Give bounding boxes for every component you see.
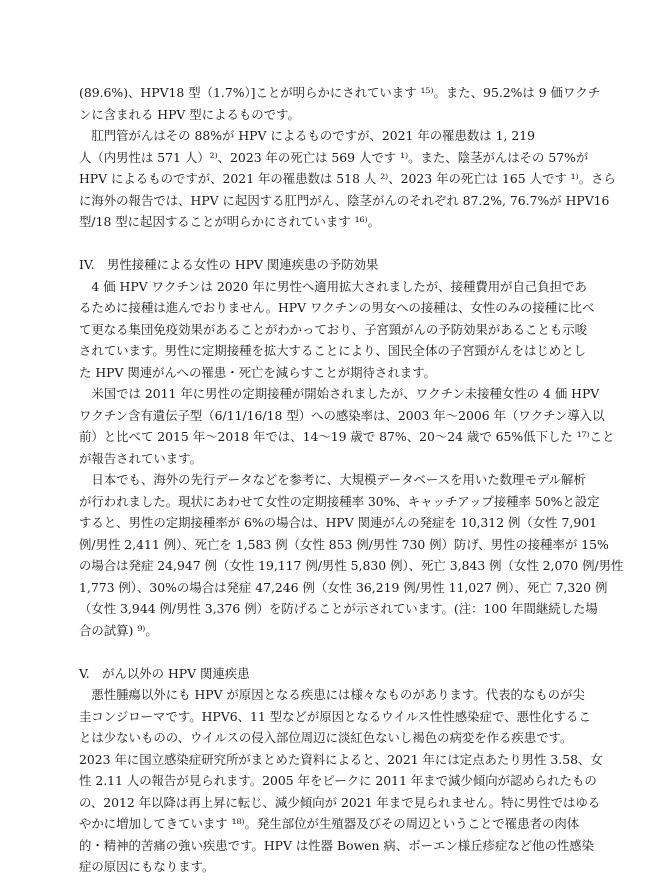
text-line: 症の原因にもなります。 xyxy=(79,859,215,874)
text-line: が行われました。現状にあわせて女性の定期接種率 30%、キャッチアップ接種率 50%と設定 xyxy=(79,493,600,509)
text-line: 例/男性 2,411 例）、死亡を 1,583 例（女性 853 例/男性 730 例）防げ、男性の接種率が 15% xyxy=(79,536,609,552)
section-v-paragraph-1 xyxy=(79,684,603,878)
text-line: とは少ないものの、ウイルスの侵入部位周辺に淡紅色ないし褐色の病変を作る疾患です。 xyxy=(79,730,573,745)
text-line: ンに含まれる HPV 型によるものです。 xyxy=(79,106,300,122)
text-line: （女性 3,944 例/男性 3,376 例）を防げることが示されています。(注：100 年間継続した場 xyxy=(79,601,598,616)
text-line: て更なる集団免疫効果があることがわかっており、子宮頸がんの予防効果があることも示唆 xyxy=(79,321,588,337)
text-line: 的・精神的苦痛の強い疾患です。HPV は性器 Bowen 病、ボーエン様丘疹症など他の性感染 xyxy=(79,837,595,853)
text-line: の場合は発症 24,947 例（女性 19,117 例/男性 5,830 例）、死亡 3,843 例（女性 2,070 例/男性 xyxy=(79,558,624,573)
text-line: (89.6%)、HPV18 型（1.7%）]ことが明らかにされています ¹⁵⁾。また、95.2%は 9 価ワクチ xyxy=(79,85,601,100)
text-line: るために接種は進んでおりません。HPV ワクチンの男女への接種は、女性のみの接種に比べ xyxy=(79,300,595,315)
section-iv-paragraph-2 xyxy=(79,383,615,469)
text-line: の、2012 年以降は再上昇に転じ、減少傾向が 2021 年まで見られません。特に男性ではゆる xyxy=(79,794,601,810)
section-heading-v: V. がん以外の HPV 関連疾患 xyxy=(79,665,250,681)
section-gap xyxy=(79,641,596,663)
text-line: 2023 年に国立感染症研究所がまとめた資料によると、2021 年には定点あたり男性 3.58、女 xyxy=(79,751,603,767)
text-line: 圭コンジローマです。HPV6、11 型などが原因となるウイルス性性感染症で、悪性化するこ xyxy=(79,708,591,724)
text-line: 悪性腫瘍以外にも HPV が原因となる疾患には様々なものがあります。代表的なものが尖 xyxy=(79,687,585,702)
text-line: 肛門管がんはその 88%が HPV によるものですが、2021 年の罹患数は 1, 219 xyxy=(79,128,536,143)
text-line: 型/18 型に起因することが明らかにされています ¹⁶⁾。 xyxy=(79,214,380,229)
text-line: HPV によるものですが、2021 年の罹患数は 518 人 ²⁾、2023 年の死亡は 165 人です ¹⁾。さら xyxy=(79,171,616,186)
anal-cancer-paragraph xyxy=(79,125,616,233)
section-iv-paragraph-3 xyxy=(79,469,624,641)
text-line: が報告されています。 xyxy=(79,450,202,466)
text-line: 米国では 2011 年に男性の定期接種が開始されましたが、ワクチン未接種女性の 4 価 HPV xyxy=(79,386,600,401)
text-line: 1,773 例）、30%の場合は発症 47,246 例（女性 36,219 例/男性 11,027 例）、死亡 7,320 例 xyxy=(79,579,608,595)
text-line: に海外の報告では、HPV に起因する肛門がん、陰茎がんのそれぞれ 87.2%, 76.7%が HPV16 xyxy=(79,192,610,208)
text-line: 人（内男性は 571 人）²⁾、2023 年の死亡は 569 人です ¹⁾。また、陰茎がんはその 57%が xyxy=(79,149,589,165)
text-line: 合の試算) ⁹⁾。 xyxy=(79,622,158,638)
text-line: すると、男性の定期接種率が 6%の場合は、HPV 関連がんの発症を 10,312 例（女性 7,901 xyxy=(79,515,597,530)
section-gap xyxy=(79,233,596,255)
text-line: 4 価 HPV ワクチンは 2020 年に男性へ適用拡大されましたが、接種費用が自己負担であ xyxy=(79,278,587,294)
text-line: た HPV 関連がんへの罹患・死亡を減らすことが期待されます。 xyxy=(79,364,436,380)
text-line: やかに増加してきています ¹⁸⁾。発生部位が生殖器及びその周辺ということで罹患者の肉体 xyxy=(79,816,580,831)
text-line: 性 2.11 人の報告が見られます。2005 年をピークに 2011 年まで減少傾向が認められたもの xyxy=(79,773,597,788)
text-line: ワクチン含有遺伝子型（6/11/16/18 型）への感染率は、2003 年～2006 年（ワクチン導入以 xyxy=(79,407,605,423)
text-line: 日本でも、海外の先行データなどを参考に、大規模データベースを用いた数理モデル解析 xyxy=(79,472,586,487)
section-iv-paragraph-1 xyxy=(79,276,596,384)
intro-paragraph xyxy=(79,82,601,125)
text-line: されています。男性に定期接種を拡大することにより、国民全体の子宮頸がんをはじめとし xyxy=(79,343,587,358)
section-heading-iv: IV. 男性接種による女性の HPV 関連疾患の予防効果 xyxy=(79,257,379,272)
text-line: 前）と比べて 2015 年～2018 年では、14～19 歳で 87%、20～24 歳で 65%低下した ¹⁷⁾こと xyxy=(79,429,615,444)
